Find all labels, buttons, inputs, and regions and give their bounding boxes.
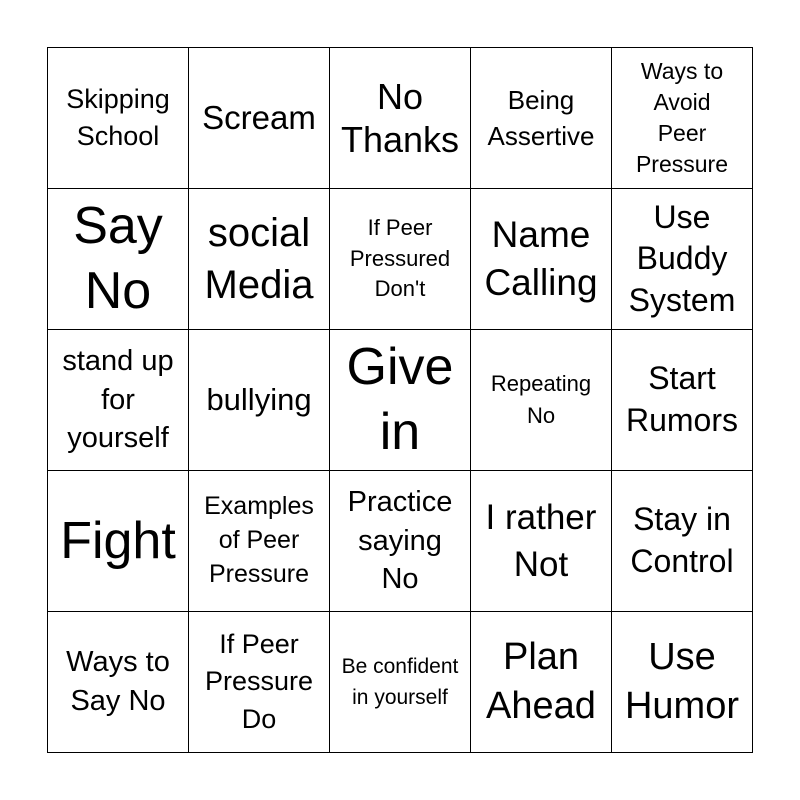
bingo-cell[interactable] bbox=[471, 189, 612, 330]
bingo-cell[interactable] bbox=[471, 612, 612, 753]
cell-text: Skipping School bbox=[66, 83, 170, 151]
cell-text: bullying bbox=[206, 382, 312, 418]
cell-text: Ways to Say No bbox=[66, 646, 170, 717]
cell-text: Start Rumors bbox=[625, 360, 738, 438]
cell-text: Examples of Peer Pressure bbox=[204, 492, 314, 588]
cell-text: I rather Not bbox=[485, 497, 597, 584]
cell-text: stand up for yourself bbox=[62, 344, 174, 455]
bingo-cell[interactable] bbox=[189, 471, 330, 612]
cell-text: If Peer Pressure Do bbox=[204, 629, 314, 734]
bingo-cell[interactable] bbox=[612, 48, 753, 189]
cell-text: Name Calling bbox=[484, 213, 598, 303]
bingo-cell[interactable] bbox=[612, 189, 753, 330]
bingo-cell[interactable] bbox=[330, 48, 471, 189]
bingo-cell[interactable] bbox=[471, 330, 612, 471]
cell-text: Practice saying No bbox=[347, 485, 453, 596]
bingo-cell[interactable] bbox=[189, 48, 330, 189]
bingo-cell[interactable] bbox=[189, 330, 330, 471]
bingo-cell[interactable] bbox=[330, 612, 471, 753]
bingo-cell[interactable] bbox=[48, 48, 189, 189]
cell-text: Use Humor bbox=[624, 635, 740, 727]
bingo-cell[interactable] bbox=[612, 471, 753, 612]
bingo-cell[interactable] bbox=[48, 330, 189, 471]
cell-text: Say No bbox=[73, 197, 163, 320]
bingo-cell[interactable] bbox=[471, 48, 612, 189]
bingo-cell[interactable] bbox=[612, 330, 753, 471]
bingo-cell[interactable] bbox=[612, 612, 753, 753]
cell-text: social Media bbox=[204, 211, 314, 307]
bingo-cell[interactable] bbox=[48, 471, 189, 612]
bingo-cell[interactable] bbox=[330, 471, 471, 612]
cell-text: Plan Ahead bbox=[486, 635, 596, 727]
bingo-cell[interactable] bbox=[330, 189, 471, 330]
cell-text: If Peer Pressured Don't bbox=[349, 215, 451, 302]
bingo-cell[interactable] bbox=[330, 330, 471, 471]
cell-text: No Thanks bbox=[340, 75, 460, 160]
bingo-cell[interactable] bbox=[48, 189, 189, 330]
bingo-cell[interactable] bbox=[189, 612, 330, 753]
cell-text: Ways to Avoid Peer Pressure bbox=[635, 58, 729, 177]
cell-text: Be confident in yourself bbox=[341, 654, 459, 709]
cell-text: Use Buddy System bbox=[628, 198, 736, 318]
bingo-cell[interactable] bbox=[48, 612, 189, 753]
bingo-cell[interactable] bbox=[471, 471, 612, 612]
cell-text: Stay in Control bbox=[630, 501, 734, 579]
cell-text: Fight bbox=[60, 511, 176, 570]
cell-text: Give in bbox=[346, 338, 454, 461]
bingo-board bbox=[47, 47, 753, 753]
cell-text: Scream bbox=[202, 99, 316, 137]
bingo-cell[interactable] bbox=[189, 189, 330, 330]
cell-text: Being Assertive bbox=[487, 84, 595, 151]
cell-text: Repeating No bbox=[490, 371, 592, 428]
